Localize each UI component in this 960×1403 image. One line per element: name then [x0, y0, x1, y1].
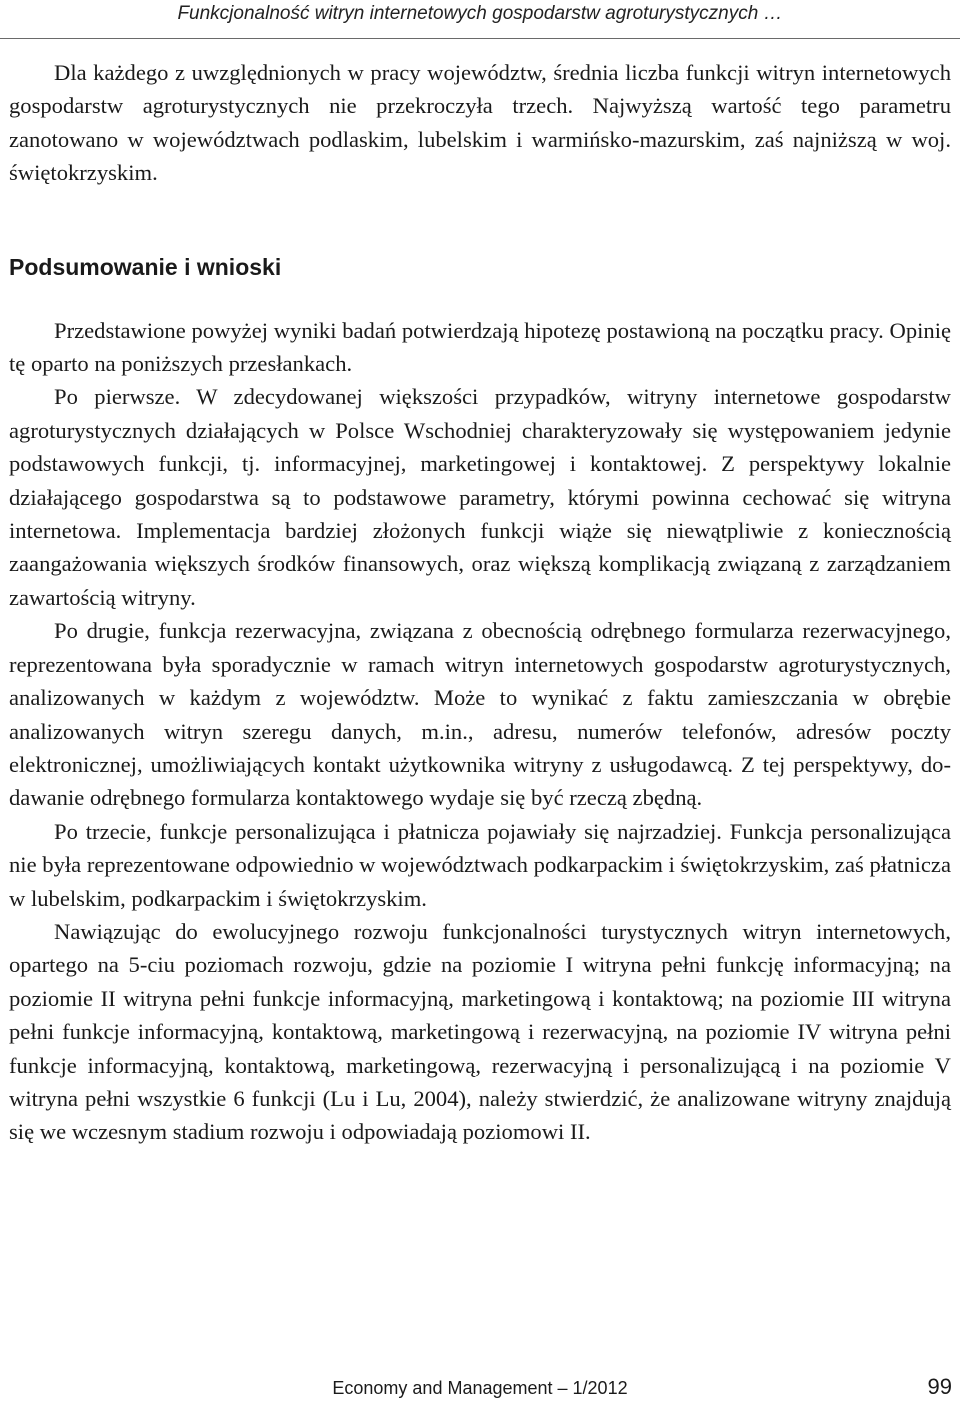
body-paragraph: Po drugie, funkcja rezerwacyjna, związana z obecnością odrębnego formularza rezerwacyjnego, reprezentowana była sporadycznie w ramach witryn internetowych gospodarstw agroturystycznych, analizowanych w każdym z województw. Może to wynikać z faktu zamieszczania w obrębie analizowanych witryn szeregu danych, m.in., adresu, numerów telefonów, adresów poczty elektronicznej, umożliwiających kontakt użytkownika witryny z usługodawcą. Z tej perspektywy, dodawanie odrębnego formularza kontaktowego wydaje się być rzeczą zbędną. — [9, 618, 951, 811]
section-heading: Podsumowanie i wnioski — [9, 253, 282, 280]
page-body — [9, 56, 951, 1149]
running-title: Funkcjonalność witryn internetowych gospodarstw agroturystycznych … — [177, 3, 783, 24]
body-paragraph: Po trzecie, funkcje personalizująca i płatnicza pojawiały się najrzadziej. Funkcja personalizująca nie była reprezentowane odpowiednio w województwach podkarpackim i świętokrzyskim, zaś płatnicza w lubelskim, podkarpackim i świętokrzyskim. — [9, 818, 951, 911]
page-number: 99 — [927, 1374, 952, 1399]
body-paragraph: Przedstawione powyżej wyniki badań potwierdzają hipotezę postawioną na początku pracy. Opinię tę oparto na poniższych przesłankach. — [9, 317, 951, 377]
footer-journal-title: Economy and Management – 1/2012 — [332, 1378, 628, 1398]
intro-paragraph: Dla każdego z uwzględnionych w pracy województw, średnia liczba funkcji witryn internetowych gospodarstw agroturystycznych nie przekroczyła trzech. Najwyższą wartość tego parametru zanotowano w województwach podlaskim, lubelskim i warmińsko-mazurskim, zaś najniższą w woj. świętokrzyskim. — [9, 60, 951, 186]
body-paragraph: Po pierwsze. W zdecydowanej większości przypadków, witryny internetowe gospodarstw agroturystycznych działających w Polsce Wschodniej charakteryzowały się występowaniem jedynie podstawowych funkcji, tj. informacyjnej, marketingowej i kontaktowej. Z perspektywy lokalnie działającego gospodarstwa są to podstawowe parametry, którymi powinna cechować się witryna internetowa. Implementacja bardziej złożonych funkcji wiąże się niewątpliwie z koniecznością zaangażowania większych środków finansowych, oraz większą komplikacją związaną z zarządzaniem zawartością witryny. — [9, 384, 951, 610]
body-paragraph: Nawiązując do ewolucyjnego rozwoju funkcjonalności turystycznych witryn internetowych, opartego na 5-ciu poziomach rozwoju, gdzie na poziomie I witryna pełni funkcję informacyjną; na poziomie II witryna pełni funkcje informacyjną, marketingową i kontaktową; na poziomie III witryna pełni funkcje informacyjną, kontaktową, marketingową i rezerwacyjną, na poziomie IV witryna pełni funkcje informacyjną, kontaktową, marketingową, rezerwacyjną i personalizującą i na poziomie V witryna pełni wszystkie 6 funkcji (Lu i Lu, 2004), należy stwierdzić, że analizowane witryny znajdują się we wczesnym stadium rozwoju i odpowiadają poziomowi II. — [9, 918, 951, 1145]
running-header — [0, 0, 960, 39]
